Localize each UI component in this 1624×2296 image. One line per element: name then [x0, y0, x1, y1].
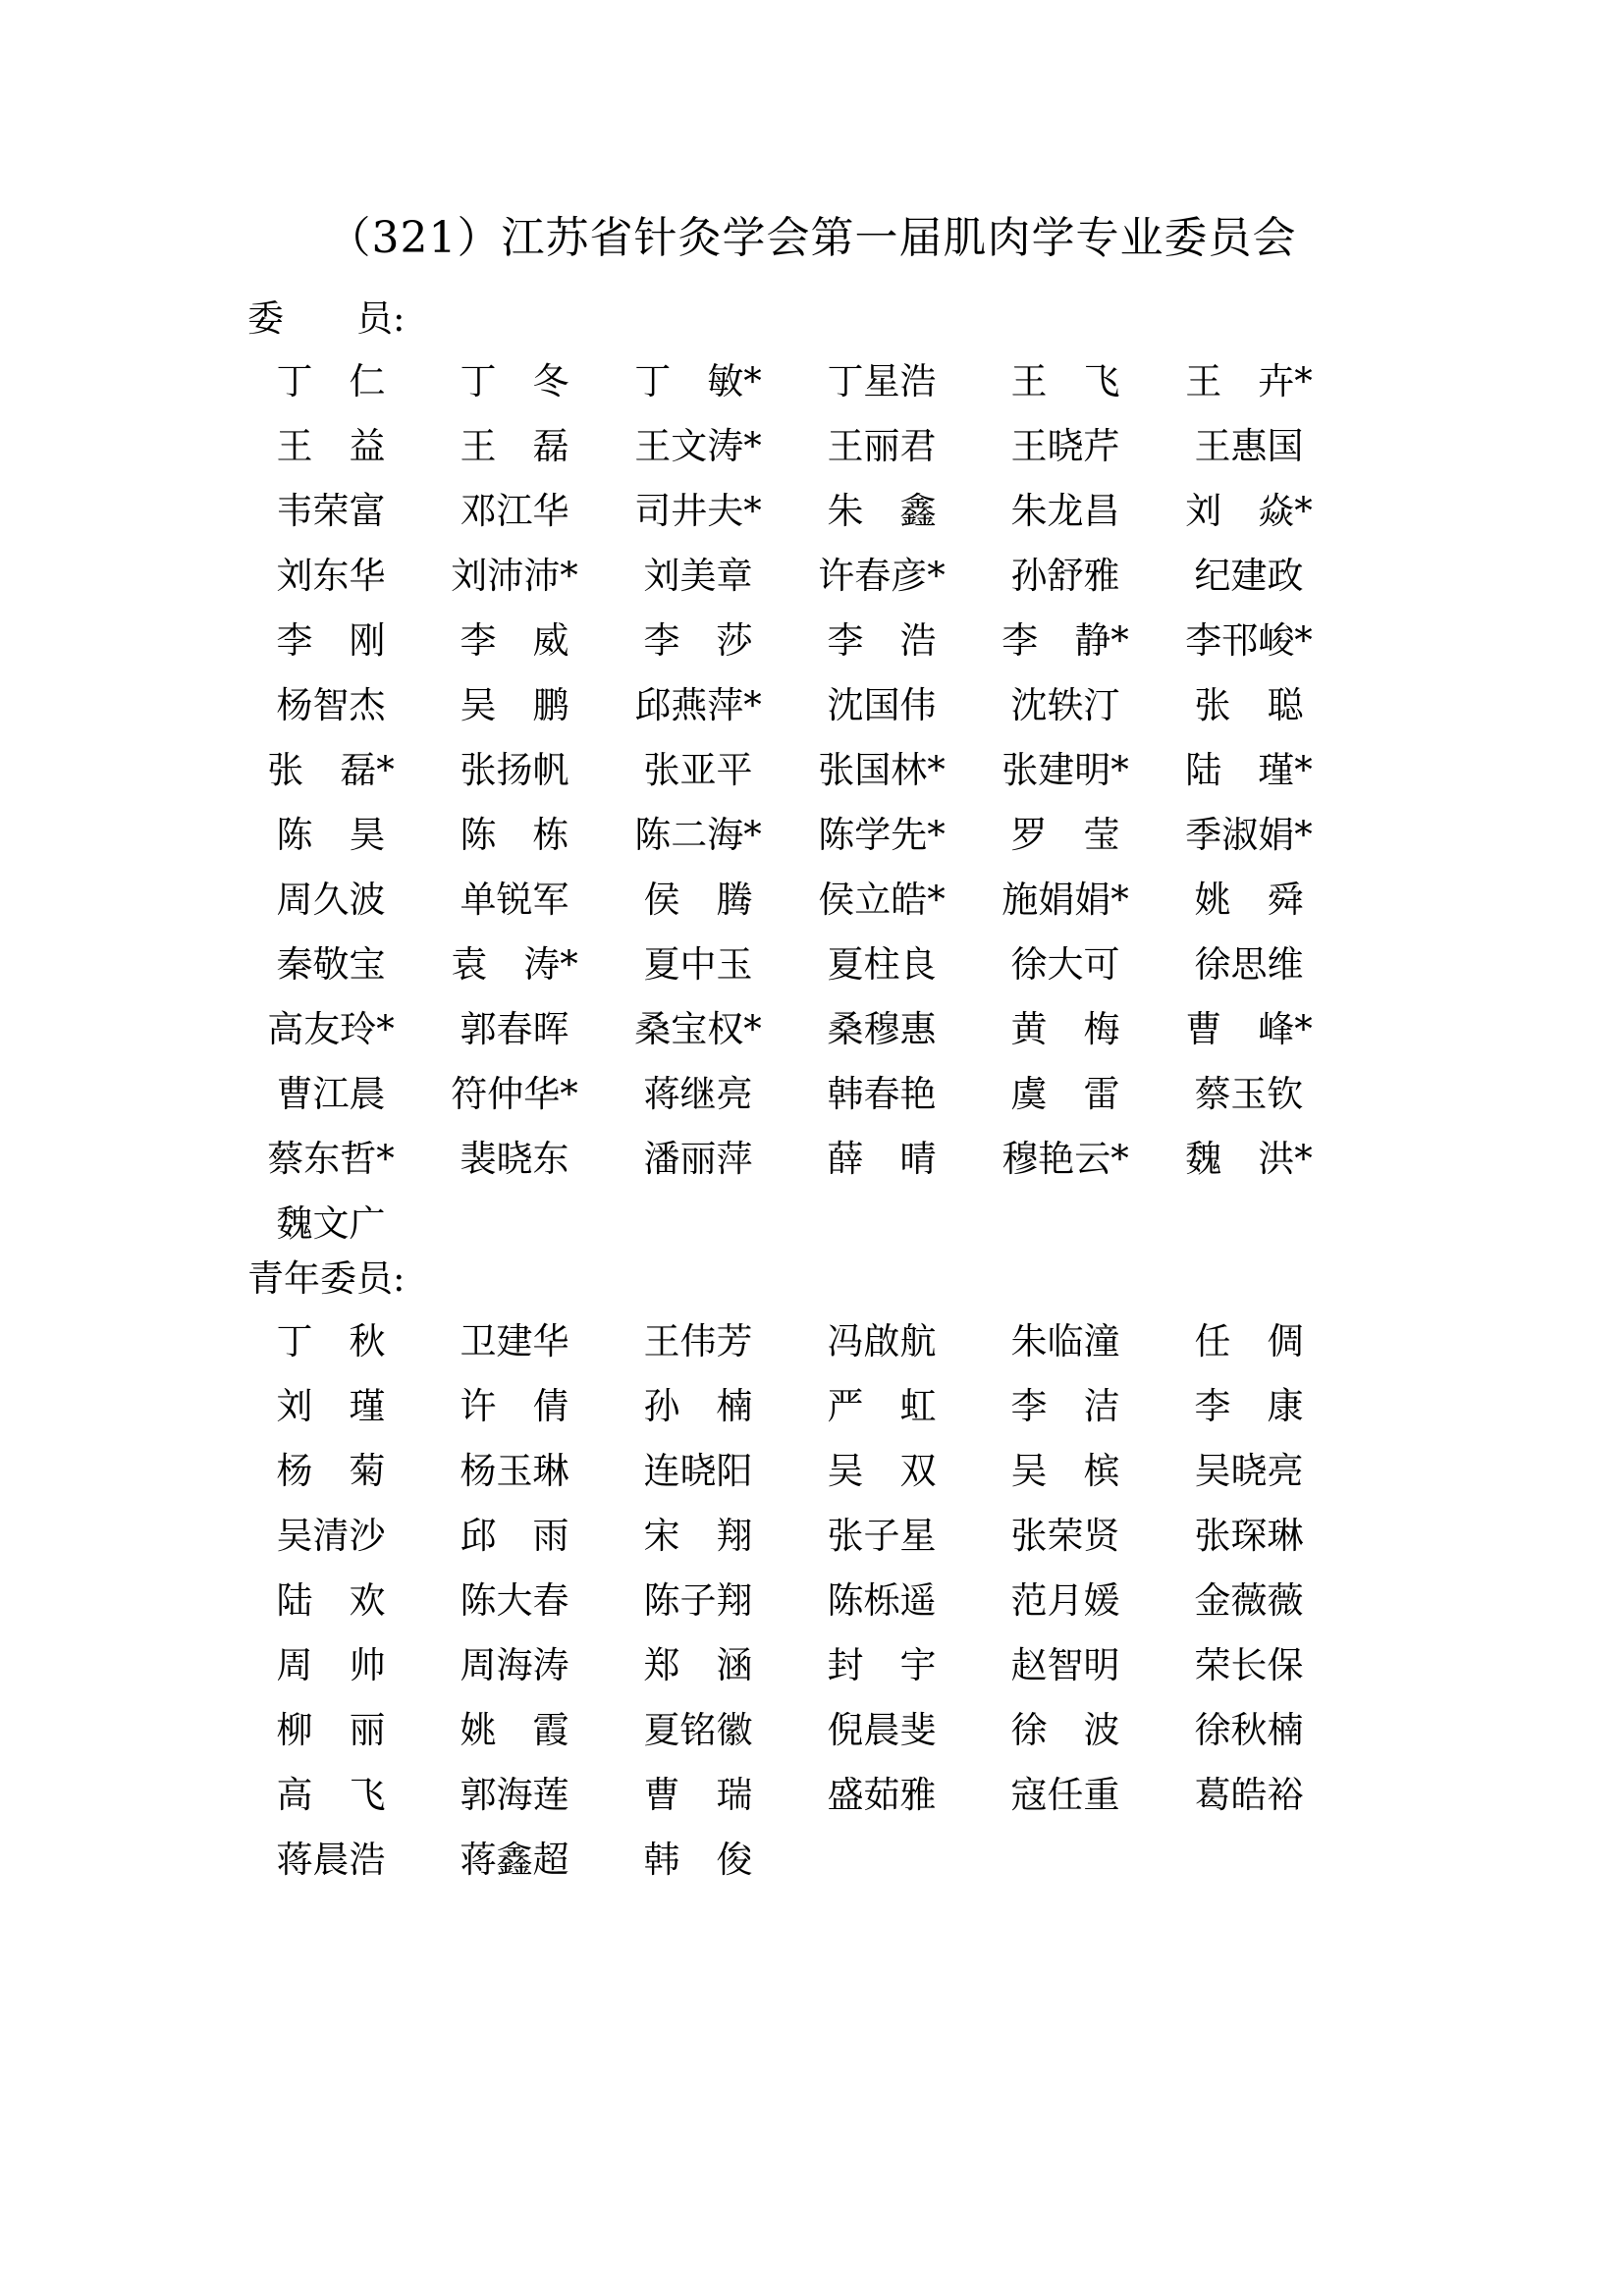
member-name: 张建明* [1001, 749, 1129, 791]
member-name: 侯 腾 [643, 879, 753, 921]
member-name: 罗 莹 [1010, 814, 1120, 856]
member-name: 张国林* [818, 749, 946, 791]
youth-member-list [257, 1309, 1396, 1893]
member-name: 赵智明 [1010, 1644, 1120, 1686]
member-name: 桑宝权* [634, 1008, 762, 1050]
member-name: 周海涛 [460, 1644, 569, 1686]
page-title: （321）江苏省针灸学会第一届肌肉学专业委员会 [327, 213, 1297, 263]
member-name: 沈轶汀 [1010, 684, 1120, 726]
member-name: 李 浩 [827, 619, 937, 662]
member-name: 夏铭徽 [643, 1709, 753, 1751]
member-name: 葛皓裕 [1194, 1774, 1304, 1816]
member-name: 王丽君 [827, 425, 937, 467]
member-name: 宋 翔 [643, 1515, 753, 1557]
member-name: 裴晓东 [460, 1138, 569, 1180]
member-name: 季淑娟* [1185, 814, 1313, 856]
member-name: 许 倩 [460, 1385, 569, 1427]
member-name: 王 磊 [460, 425, 569, 467]
member-name: 丁 敏* [634, 360, 762, 402]
member-name: 范月媛 [1010, 1579, 1120, 1622]
member-name: 高 飞 [276, 1774, 386, 1816]
member-name: 吴晓亮 [1194, 1450, 1304, 1492]
member-name: 张 聪 [1194, 684, 1304, 726]
member-name: 魏文广 [276, 1202, 386, 1245]
member-name: 郭春晖 [460, 1008, 569, 1050]
member-name: 徐大可 [1010, 943, 1120, 986]
member-name: 丁 秋 [276, 1320, 386, 1362]
member-name: 张 磊* [267, 749, 395, 791]
member-name: 高友玲* [267, 1008, 395, 1050]
member-name: 邓江华 [460, 490, 569, 532]
member-name: 韩春艳 [827, 1073, 937, 1115]
member-name: 陈学先* [818, 814, 946, 856]
member-name: 潘丽萍 [643, 1138, 753, 1180]
member-name: 袁 涛* [451, 943, 578, 986]
member-name: 朱 鑫 [827, 490, 937, 532]
member-name: 张亚平 [643, 749, 753, 791]
member-name: 蒋继亮 [643, 1073, 753, 1115]
member-name: 王 益 [276, 425, 386, 467]
member-name: 黄 梅 [1010, 1008, 1120, 1050]
member-name: 陆 欢 [276, 1579, 386, 1622]
member-name: 王惠国 [1194, 425, 1304, 467]
member-name: 夏柱良 [827, 943, 937, 986]
member-name: 王晓芹 [1010, 425, 1120, 467]
member-name: 施娟娟* [1001, 879, 1129, 921]
member-name: 吴清沙 [276, 1515, 386, 1557]
member-name: 严 虹 [827, 1385, 937, 1427]
member-name: 秦敬宝 [276, 943, 386, 986]
member-name: 刘 瑾 [276, 1385, 386, 1427]
member-name: 陈 昊 [276, 814, 386, 856]
member-name: 杨玉琳 [460, 1450, 569, 1492]
member-name: 李 洁 [1010, 1385, 1120, 1427]
member-name: 蒋鑫超 [460, 1839, 569, 1881]
member-name: 刘美章 [643, 555, 753, 597]
member-name: 张荣贤 [1010, 1515, 1120, 1557]
member-name: 穆艳云* [1001, 1138, 1129, 1180]
member-name: 李 刚 [276, 619, 386, 662]
member-name: 徐秋楠 [1194, 1709, 1304, 1751]
member-name: 薛 晴 [827, 1138, 937, 1180]
member-name: 孙 楠 [643, 1385, 753, 1427]
member-name: 张扬帆 [460, 749, 569, 791]
member-name: 刘沛沛* [451, 555, 578, 597]
member-name: 邱燕萍* [634, 684, 762, 726]
member-name: 邱 雨 [460, 1515, 569, 1557]
member-name: 司井夫* [634, 490, 762, 532]
member-name: 姚 霞 [460, 1709, 569, 1751]
member-name: 朱临潼 [1010, 1320, 1120, 1362]
member-name: 陈子翔 [643, 1579, 753, 1622]
member-name: 张琛琳 [1194, 1515, 1304, 1557]
member-name: 任 倜 [1194, 1320, 1304, 1362]
member-name: 姚 舜 [1194, 879, 1304, 921]
member-name: 陈二海* [634, 814, 762, 856]
member-name: 金薇薇 [1194, 1579, 1304, 1622]
member-name: 陈 栋 [460, 814, 569, 856]
member-name: 虞 雷 [1010, 1073, 1120, 1115]
member-name: 寇任重 [1010, 1774, 1120, 1816]
member-name: 王 飞 [1010, 360, 1120, 402]
member-name: 符仲华* [451, 1073, 578, 1115]
member-name: 单锐军 [460, 879, 569, 921]
member-name: 李 静* [1001, 619, 1129, 662]
member-name: 侯立皓* [818, 879, 946, 921]
member-name: 蔡玉钦 [1194, 1073, 1304, 1115]
member-name: 李 莎 [643, 619, 753, 662]
member-name: 郑 涵 [643, 1644, 753, 1686]
member-name: 魏 洪* [1185, 1138, 1313, 1180]
member-name: 刘 焱* [1185, 490, 1313, 532]
member-name: 丁 冬 [460, 360, 569, 402]
member-name: 韦荣富 [276, 490, 386, 532]
member-name: 韩 俊 [643, 1839, 753, 1881]
member-name: 蔡东哲* [267, 1138, 395, 1180]
member-name: 盛茹雅 [827, 1774, 937, 1816]
member-name: 纪建政 [1194, 555, 1304, 597]
member-name: 徐 波 [1010, 1709, 1120, 1751]
member-name: 孙舒雅 [1010, 555, 1120, 597]
section-label-youth-members: 青年委员: [247, 1257, 406, 1300]
member-name: 荣长保 [1194, 1644, 1304, 1686]
member-name: 李 威 [460, 619, 569, 662]
member-name: 丁星浩 [827, 360, 937, 402]
member-name: 卫建华 [460, 1320, 569, 1362]
member-name: 王文涛* [634, 425, 762, 467]
member-name: 王伟芳 [643, 1320, 753, 1362]
member-name: 曹 瑞 [643, 1774, 753, 1816]
member-name: 陆 瑾* [1185, 749, 1313, 791]
member-name: 吴 鹏 [460, 684, 569, 726]
member-name: 周久波 [276, 879, 386, 921]
member-name: 连晓阳 [643, 1450, 753, 1492]
member-name: 柳 丽 [276, 1709, 386, 1751]
member-name: 杨 菊 [276, 1450, 386, 1492]
member-name: 沈国伟 [827, 684, 937, 726]
member-list [257, 349, 1396, 1256]
member-name: 郭海莲 [460, 1774, 569, 1816]
member-name: 曹江晨 [276, 1073, 386, 1115]
member-name: 陈大春 [460, 1579, 569, 1622]
member-name: 陈栎遥 [827, 1579, 937, 1622]
member-name: 吴 槟 [1010, 1450, 1120, 1492]
section-label-members: 委 员: [247, 297, 406, 340]
member-name: 冯啟航 [827, 1320, 937, 1362]
member-name: 曹 峰* [1185, 1008, 1313, 1050]
member-name: 张子星 [827, 1515, 937, 1557]
member-name: 周 帅 [276, 1644, 386, 1686]
member-name: 倪晨斐 [827, 1709, 937, 1751]
member-name: 王 卉* [1185, 360, 1313, 402]
member-name: 蒋晨浩 [276, 1839, 386, 1881]
member-name: 李 康 [1194, 1385, 1304, 1427]
member-name: 丁 仁 [276, 360, 386, 402]
member-name: 桑穆惠 [827, 1008, 937, 1050]
member-name: 朱龙昌 [1010, 490, 1120, 532]
member-name: 杨智杰 [276, 684, 386, 726]
member-name: 封 宇 [827, 1644, 937, 1686]
member-name: 刘东华 [276, 555, 386, 597]
member-name: 徐思维 [1194, 943, 1304, 986]
member-name: 李邗峻* [1185, 619, 1313, 662]
member-name: 夏中玉 [643, 943, 753, 986]
member-name: 吴 双 [827, 1450, 937, 1492]
member-name: 许春彦* [818, 555, 946, 597]
